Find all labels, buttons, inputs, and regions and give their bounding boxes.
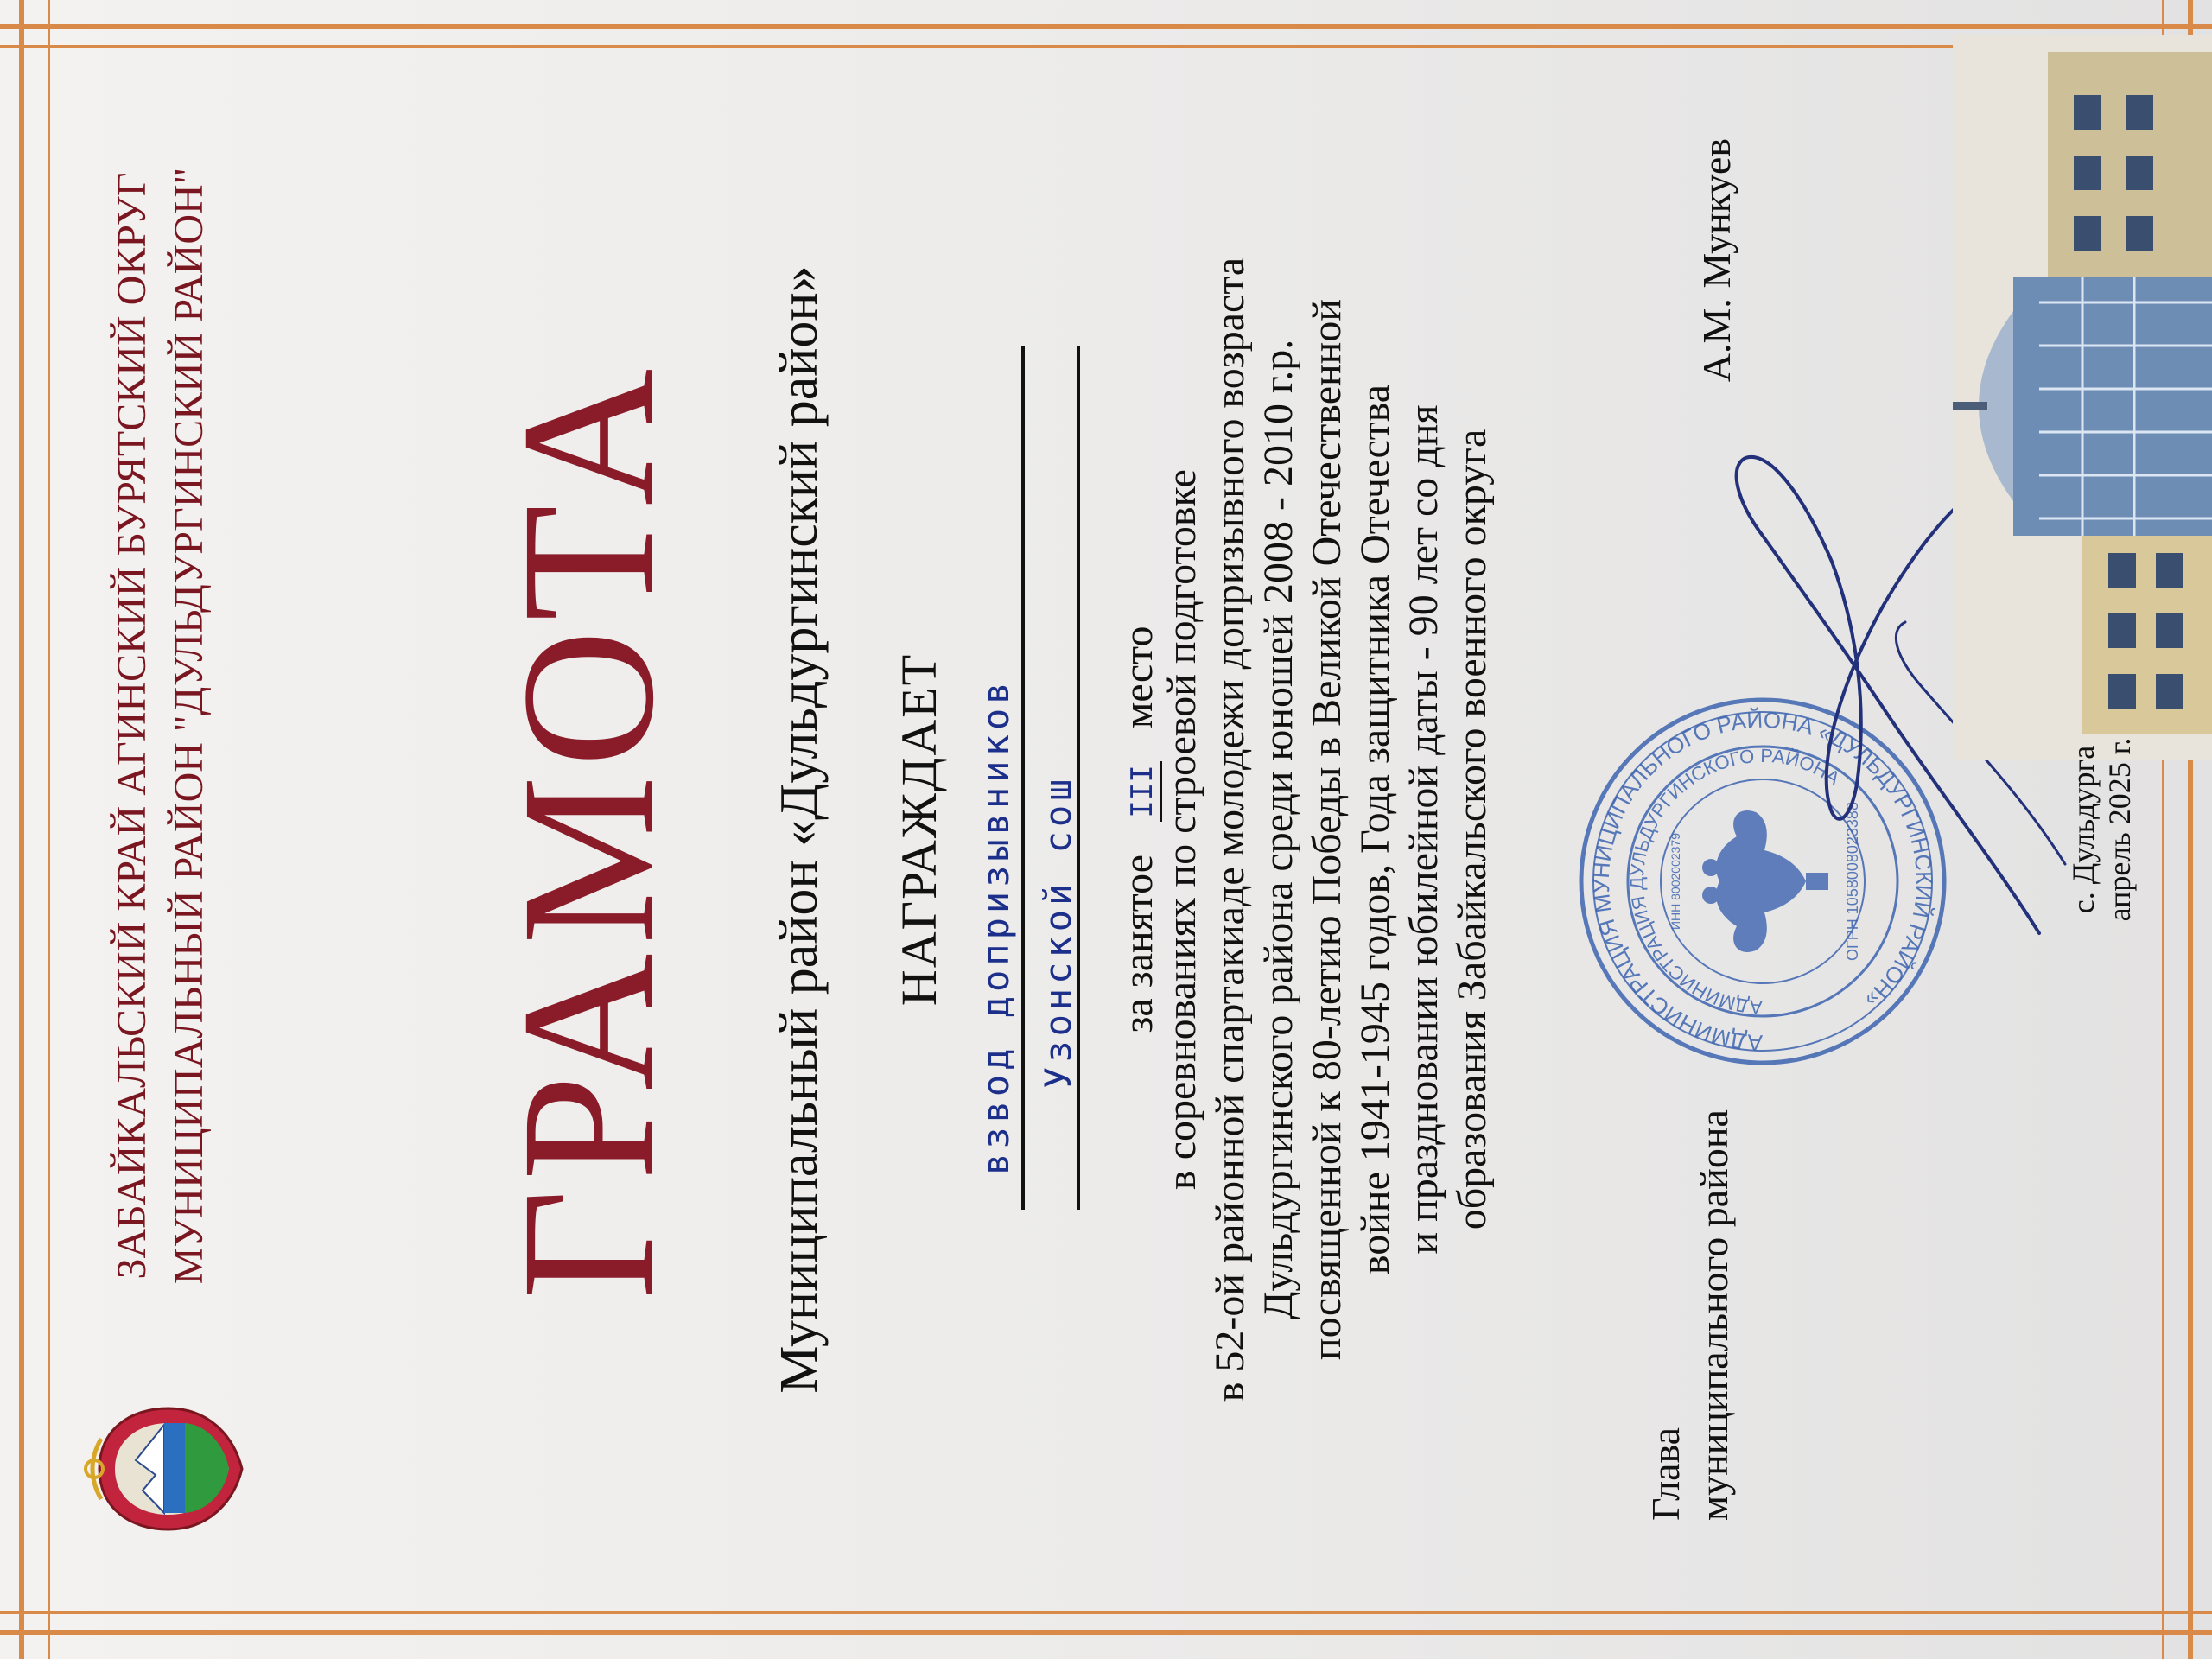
award-description xyxy=(1158,130,1497,1529)
issue-date: апрель 2025 г. xyxy=(2102,737,2137,922)
place-suffix: место xyxy=(1116,626,1161,728)
description-line: образования Забайкальского военного округа xyxy=(1449,429,1495,1230)
signatory-role-line-2: муниципального района xyxy=(1692,1109,1736,1521)
description-line: Дульдургинского района среди юношей 2008 - 2010 г.р. xyxy=(1255,339,1301,1320)
description-line: посвященной к 80-летию Победы в Великой Отечественной xyxy=(1304,298,1350,1361)
awards-word: НАГРАЖДАЕТ xyxy=(891,652,947,1007)
signatory-role-line-1: Глава xyxy=(1643,1427,1688,1521)
place-value-handwritten: III xyxy=(1125,761,1162,822)
issue-place-date xyxy=(2065,0,2138,1659)
issuer-subtitle: Муниципальный район «Дульдургинский район» xyxy=(770,265,829,1394)
place-prefix: за занятое xyxy=(1116,855,1161,1033)
issuer-line-1: ЗАБАЙКАЛЬСКИЙ КРАЙ АГИНСКИЙ БУРЯТСКИЙ ОКРУГ xyxy=(109,172,155,1280)
coat-of-arms-icon xyxy=(82,1395,246,1542)
seal-ogrn: ОГРН 1058008023388 xyxy=(1844,802,1861,961)
description-line: и праздновании юбилейной даты - 90 лет со дня xyxy=(1401,404,1446,1255)
issuer-line-2: МУНИЦИПАЛЬНЫЙ РАЙОН "ДУЛЬДУРГИНСКИЙ РАЙОН" xyxy=(166,167,212,1285)
recipient-line-2-handwritten: Узонской сош xyxy=(1037,774,1079,1089)
seal-inn: ИНН 8002002379 xyxy=(1669,832,1682,931)
signatory-role xyxy=(1642,1109,1738,1521)
place-line xyxy=(1115,0,1162,1659)
issue-place: с. Дульдурга xyxy=(2066,745,2101,914)
description-line: войне 1941-1945 годов, Года защитника Отечества xyxy=(1352,384,1398,1275)
recipient-underline-1 xyxy=(1021,346,1025,1210)
description-line: в соревнованиях по строевой подготовке xyxy=(1159,469,1205,1190)
certificate-title: ГРАМОТА xyxy=(482,359,693,1300)
seal-inner-text: АДМИНИСТРАЦИЯ ДУЛЬДУРГИНСКОГО РАЙОНА xyxy=(1625,744,1844,1019)
frame-top xyxy=(19,0,50,1659)
description-line: в 52-ой районной спартакиаде молодежи допризывного возраста xyxy=(1207,257,1253,1402)
recipient-line-1-handwritten: взвод допризывников xyxy=(975,677,1017,1175)
issuer-header xyxy=(104,69,218,1382)
recipient-underline-2 xyxy=(1077,346,1080,1210)
seal-outer-text: АДМИНИСТРАЦИЯ МУНИЦИПАЛЬНОГО РАЙОНА «ДУЛЬДУРГИНСКИЙ РАЙОН» xyxy=(1587,706,1938,1057)
signatory-name: А.М. Мункуев xyxy=(1694,138,1738,383)
